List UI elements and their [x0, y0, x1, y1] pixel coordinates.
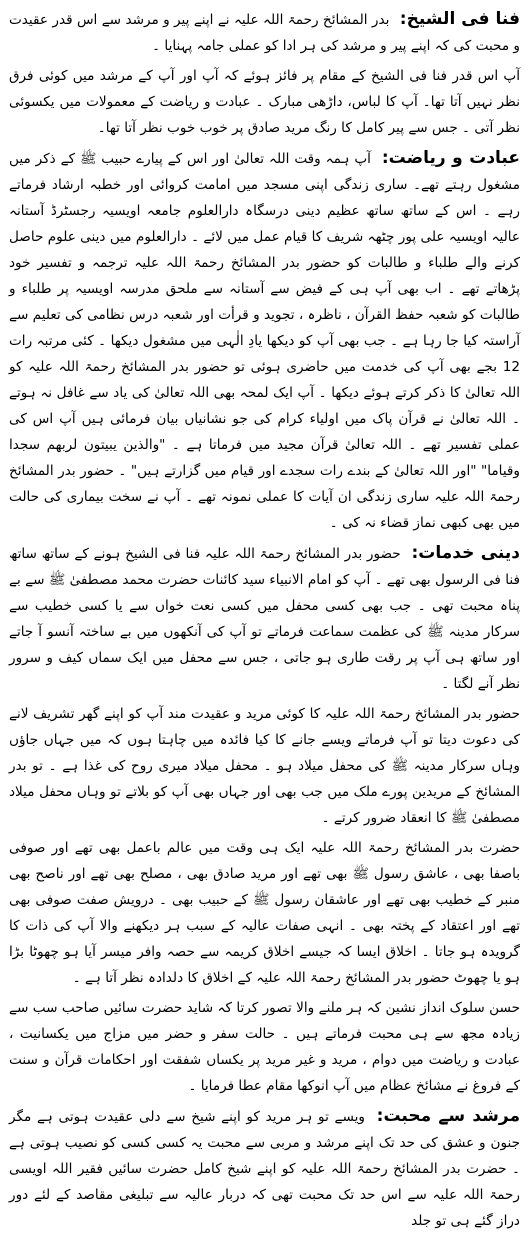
- paragraph: [9, 701, 520, 831]
- paragraph-text: ویسے تو ہر مرید کو اپنے شیخ سے دلی عقیدت ہوتی ہے مگر جنون و عشق کی حد تک اپنے مرشد و مربی سے محبت یہ کسی کسی کو نصیب ہوتی ہے ۔ حضرت بدر المشائخ رحمۃ اللہ علیہ کو اپنے شیخ کامل حضرت سائیں فقیر اللہ اویسی رحمۃ اللہ علیہ سے اس حد تک محبت تھی کہ دربار عالیہ سے تبلیغی مقاصد کے لئے دور دراز گئے ہی تو جلد: [9, 1109, 520, 1229]
- section-heading: دینی خدمات:: [411, 543, 520, 563]
- section-deeni-khidmaat: [9, 540, 520, 697]
- paragraph-text: حضرت بدر المشائخ رحمۃ اللہ علیہ ایک ہی وقت میں عالم باعمل بھی تھے اور صوفی باصفا بھی ، عاشق رسول ﷺ بھی تھے اور مرید صادق بھی ، مصلح بھی تھے اور ناصح بھی منبر کے خطیب بھی تھے اور عاشقان رسول ﷺ کے حبیب بھی ۔ درویش صفت صوفی بھی تھے اور اعتقاد کے پختہ بھی ۔ انہی صفات عالیہ کے سبب ہر دیکھنے والا آپ کی ذات کا گرویدہ ہو جاتا ۔ اخلاق ایسا کہ جیسے اخلاق کریمہ سے حصہ وافر میسر آیا ہو چھوٹا بڑا ہو یا چھوٹ حضور بدر المشائخ رحمۃ اللہ علیہ کے اخلاق کا دلدادہ نظر آتا ہے ۔: [9, 840, 520, 986]
- paragraph-text: حضور بدر المشائخ رحمۃ اللہ علیہ کا کوئی مرید و عقیدت مند آپ کو اپنے گھر تشریف لانے کی دعوت دیتا تو آپ فرماتے ویسے جانے کا کیا فائدہ میں چاہتا ہوں کہ میں جہاں جاؤں وہاں سرکار مدینہ ﷺ کی محفل میلاد ہو ۔ محفل میلاد میری روح کی غذا ہے ۔ تو بدر المشائخ کے مریدین پورے ملک میں جب بھی اور جہاں بھی آپ کو بلاتے تو وہاں محفل میلاد مصطفیٰ ﷺ کا انعقاد ضرور کرتے ۔: [9, 706, 520, 826]
- paragraph: [9, 63, 520, 141]
- paragraph-text: حضور بدر المشائخ رحمۃ اللہ علیہ فنا فی الشیخ ہونے کے ساتھ ساتھ فنا فی الرسول بھی تھے ۔ آپ کو امام الانبیاء سید کائنات حضرت محمد مصطفیٰ ﷺ سے بے پناہ محبت تھی ۔ جب بھی کسی محفل میں کسی نعت خواں سے یا کسی خطیب سے سرکار مدینہ ﷺ کی عظمت سماعت فرماتے تو آپ کی آنکھوں میں بے ساختہ آنسو آ جاتے اور ساتھ ہی آپ پر رقت طاری ہو جاتی ، جس سے محفل میں ایک سماں کیف و سرور نظر آنے لگتا ۔: [9, 546, 520, 692]
- paragraph-text: آپ ہمہ وقت اللہ تعالیٰ اور اس کے پیارے حبیب ﷺ کے ذکر میں مشغول رہتے تھے۔ ساری زندگی اپنی مسجد میں امامت کروائی اور خطبہ ارشاد فرماتے رہے ۔ اس کے ساتھ ساتھ عظیم دینی درسگاہ دارالعلوم جامعہ اویسیہ رجسٹرڈ آستانہ عالیہ اویسیہ علی پور چٹھہ شریف کا قیام عمل میں لائے ۔ دارالعلوم میں دینی علوم حاصل کرنے والے طلباء و طالبات کو حضور بدر المشائخ رحمۃ اللہ علیہ ترجمہ و تفسیر خود پڑھاتے تھے ۔ اب بھی آپ ہی کے فیض سے آستانہ سے ملحق مدرسہ اویسیہ پر طلباء و طالبات کو شعبہ حفظ القرآن ، ناظرہ ، تجوید و قرأت اور شعبہ درس نظامی کی تعلیم سے آراستہ کیا جا رہا ہے ۔ جب بھی آپ کو دیکھا یادِ الٰہی میں مشغول دیکھا ۔ کئی مرتبہ رات 12 بجے بھی آپ کی خدمت میں حاضری ہوئی تو حضور بدر المشائخ رحمۃ اللہ علیہ کو اللہ تعالیٰ کا ذکر کرتے ہوئے دیکھا ۔ آپ ایک لمحہ بھی اللہ تعالیٰ کی یاد سے غافل نہ ہوتے ۔ اللہ تعالیٰ نے قرآن پاک میں اولیاء کرام کی جو نشانیاں بیان فرمائی ہیں آپ اس کی عملی تفسیر تھے ۔ اللہ تعالیٰ قرآن مجید میں فرماتا ہے ۔ "والذین یبیتون لربھم سجدا وقیاما" "اور اللہ تعالیٰ کے بندے رات سجدے اور قیام میں گزارتے ہیں" ۔ حضور بدر المشائخ رحمۃ اللہ علیہ ساری زندگی ان آیات کا عملی نمونہ تھے ۔ آپ نے سخت بیماری کی حالت میں بھی کبھی نماز قضاء نہ کی ۔: [9, 151, 520, 531]
- section-fana-fi-sheikh: [9, 6, 520, 59]
- section-heading: عبادت و ریاضت:: [381, 148, 520, 168]
- section-heading: فنا فی الشیخ:: [399, 9, 520, 29]
- paragraph: [9, 835, 520, 991]
- paragraph-text: حسن سلوک انداز نشین کہ ہر ملنے والا تصور کرتا کہ شاید حضرت سائیں صاحب سب سے زیادہ مجھ سے ہی محبت فرماتے ہیں ۔ حالت سفر و حضر میں مزاج میں یکسانیت ، عبادت و ریاضت میں دوام ، مرید و غیر مرید پر یکساں شفقت اور احکامات قرآن و سنت کے فروغ نے مشائخ عظام میں آپ انوکھا مقام عطا فرمایا ۔: [9, 1000, 520, 1094]
- paragraph-text: آپ اس قدر فنا فی الشیخ کے مقام پر فائز ہوئے کہ آپ اور آپ کے مرشد میں کوئی فرق نظر نہیں آتا تھا۔ آپ کا لباس، داڑھی مبارک ۔ عبادت و ریاضت کے معمولات میں یکسوئی نظر آتی ۔ جس سے پیر کامل کا رنگ مرید صادق پر خوب خوب نظر آتا تھا۔: [9, 68, 520, 136]
- section-murshid-se-mohabbat: [9, 1103, 520, 1234]
- section-ibadat-riyazat: [9, 145, 520, 536]
- paragraph: [9, 995, 520, 1099]
- paragraph-text: بدر المشائخ رحمۃ اللہ علیہ نے اپنے پیر و مرشد سے اس قدر عقیدت و محبت کی کہ اپنے پیر و مرشد کی ہر ادا کو عملی جامہ پہنایا ۔: [9, 12, 520, 54]
- section-heading: مرشد سے محبت:: [376, 1106, 520, 1126]
